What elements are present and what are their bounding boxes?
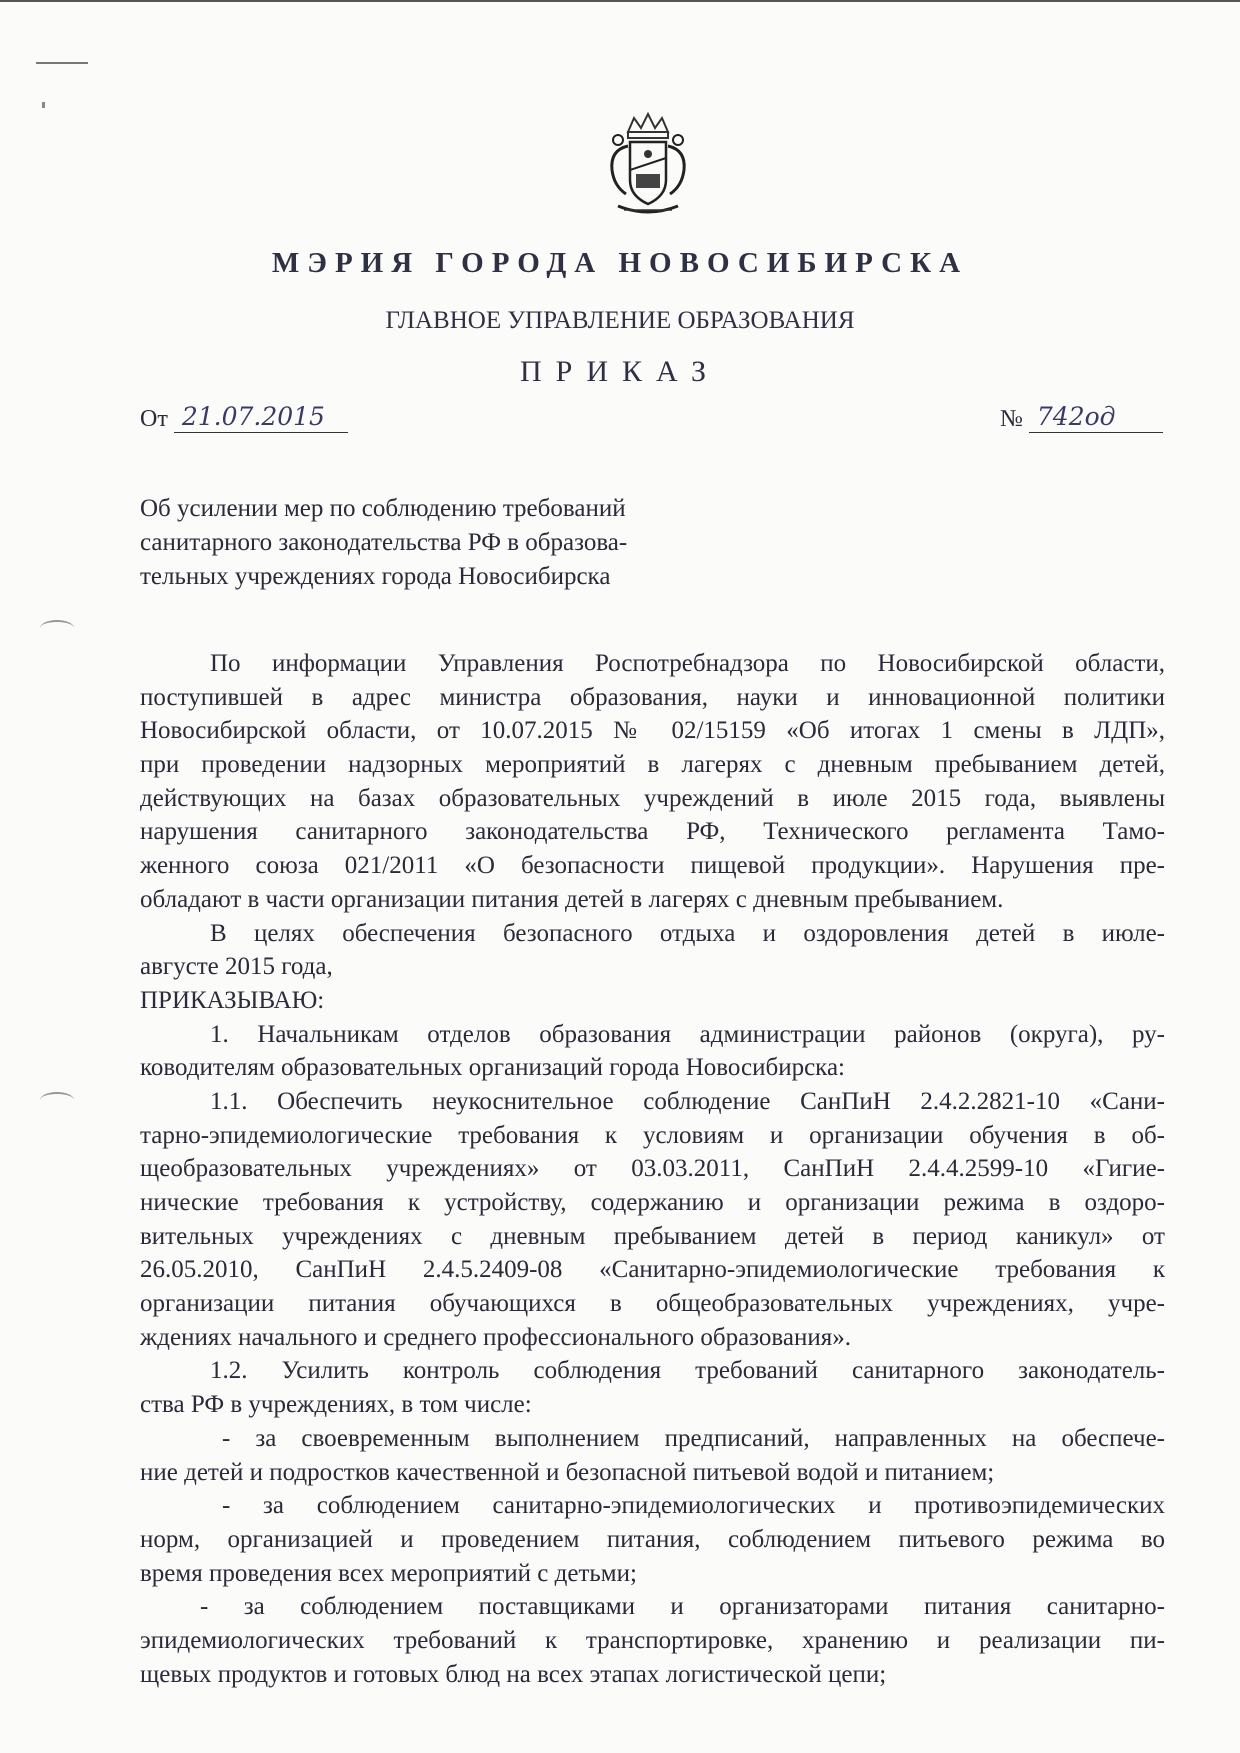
- department-title: ГЛАВНОЕ УПРАВЛЕНИЕ ОБРАЗОВАНИЯ: [385, 307, 855, 334]
- body-line: при проведении надзорных мероприятий в лагерях с дневным пребыванием детей,: [140, 751, 1165, 779]
- body-line: августе 2015 года,: [140, 953, 333, 981]
- body-line: В целях обеспечения безопасного отдыха и оздоровления детей в июле-: [210, 919, 1165, 947]
- body-line: обладают в части организации питания детей в лагерях с дневным пребыванием.: [140, 885, 1004, 913]
- body-line: ства РФ в учреждениях, в том числе:: [140, 1391, 532, 1419]
- body-line: ждениях начального и среднего профессионального образования».: [140, 1323, 851, 1351]
- body-line: 1. Начальникам отделов образования администрации районов (округа), ру-: [210, 1020, 1165, 1048]
- handwritten-date: 21.07.2015: [174, 402, 348, 433]
- order-body: [140, 647, 1165, 1691]
- body-line: организации питания обучающихся в общеобразовательных учреждениях, учре-: [140, 1290, 1165, 1318]
- body-line: - за соблюдением санитарно-эпидемиологических и противоэпидемических: [222, 1492, 1165, 1520]
- body-line: 26.05.2010, СанПиН 2.4.5.2409-08 «Санитарно-эпидемиологические требования к: [140, 1256, 1165, 1284]
- body-line: щевых продуктов и готовых блюд на всех этапах логистической цепи;: [140, 1660, 887, 1688]
- subject-line: Об усилении мер по соблюдению требований: [140, 495, 626, 522]
- scan-margin-mark: [36, 62, 88, 64]
- body-line: Новосибирской области, от 10.07.2015 № 02/15159 «Об итогах 1 смены в ЛДП»,: [140, 717, 1165, 745]
- document-type-title: ПРИКАЗ: [520, 355, 720, 388]
- punch-hole-mark: [40, 620, 74, 636]
- body-line: поступившей в адрес министра образования, науки и инновационной политики: [140, 683, 1165, 711]
- body-line: щеобразовательных учреждениях» от 03.03.2011, СанПиН 2.4.4.2599-10 «Гигие-: [140, 1155, 1165, 1183]
- body-line: нарушения санитарного законодательства РФ, Технического регламента Тамо-: [140, 818, 1165, 846]
- body-line: ние детей и подростков качественной и безопасной питьевой водой и питанием;: [140, 1458, 995, 1486]
- body-line: нические требования к устройству, содержанию и организации режима в оздоро-: [140, 1189, 1165, 1216]
- body-line: норм, организацией и проведением питания, соблюдением питьевого режима во: [140, 1525, 1165, 1553]
- scan-dot-mark: [42, 102, 45, 108]
- number-label: №: [1000, 406, 1023, 432]
- order-number-row: [1000, 402, 1163, 433]
- body-line: 1.2. Усилить контроль соблюдения требований санитарного законодатель-: [210, 1357, 1165, 1385]
- body-line: ководителям образовательных организаций города Новосибирска:: [140, 1054, 845, 1082]
- body-line: тарно-эпидемиологические требования к условиям и организации обучения в об-: [140, 1121, 1165, 1149]
- city-coat-of-arms-icon: [600, 110, 696, 220]
- order-date-row: [140, 402, 348, 433]
- scan-top-edge: [0, 0, 1240, 2]
- punch-hole-mark: [40, 1092, 74, 1108]
- order-command: ПРИКАЗЫВАЮ:: [140, 986, 325, 1014]
- handwritten-number: 742од: [1029, 402, 1163, 433]
- body-line: - за соблюдением поставщиками и организаторами питания санитарно-: [200, 1593, 1165, 1621]
- body-line: - за своевременным выполнением предписаний, направленных на обеспече-: [222, 1424, 1165, 1452]
- subject-line: тельных учреждениях города Новосибирска: [140, 563, 611, 590]
- body-line: время проведения всех мероприятий с детьми;: [140, 1559, 637, 1587]
- body-line: женного союза 021/2011 «О безопасности пищевой продукции». Нарушения пре-: [140, 852, 1165, 880]
- org-title: МЭРИЯ ГОРОДА НОВОСИБИРСКА: [271, 247, 969, 279]
- body-line: 1.1. Обеспечить неукоснительное соблюдение СанПиН 2.4.2.2821-10 «Сани-: [210, 1087, 1165, 1115]
- body-line: эпидемиологических требований к транспортировке, хранению и реализации пи-: [140, 1626, 1165, 1654]
- subject-line: санитарного законодательства РФ в образова-: [140, 529, 628, 556]
- body-line: действующих на базах образовательных учреждений в июле 2015 года, выявлены: [140, 784, 1165, 812]
- date-label: От: [140, 406, 168, 432]
- body-line: вительных учреждениях с дневным пребыванием детей в период каникул» от: [140, 1222, 1165, 1250]
- order-subject: [140, 492, 760, 594]
- body-line: По информации Управления Роспотребнадзора по Новосибирской области,: [210, 650, 1165, 677]
